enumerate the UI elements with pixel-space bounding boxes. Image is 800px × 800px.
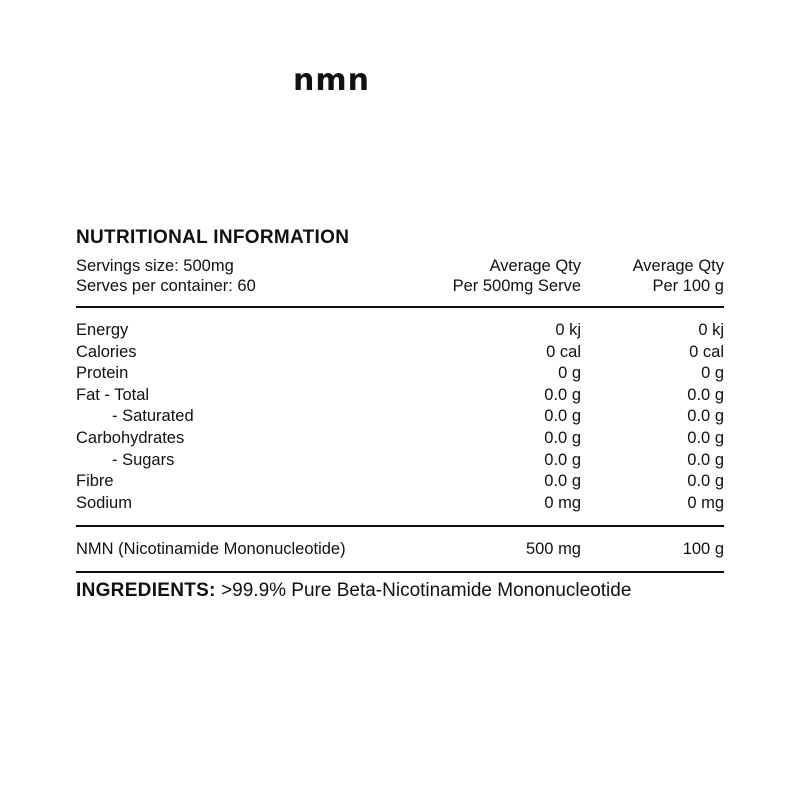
table-row — [76, 363, 724, 385]
table-row — [76, 342, 724, 364]
per-serve-value: 0.0 g — [544, 407, 581, 426]
nutrient-label: Calories — [76, 342, 137, 361]
per-serve-value: 0.0 g — [544, 472, 581, 491]
table-row — [76, 406, 724, 428]
table-row — [76, 320, 724, 342]
nutrient-label: Sodium — [76, 493, 132, 512]
col1-header-line2: Per 500mg Serve — [452, 277, 581, 295]
per-100g-value: 0.0 g — [687, 428, 724, 447]
table-row — [76, 428, 724, 450]
nutrient-label: Fibre — [76, 472, 114, 491]
header-row-2 — [76, 276, 724, 296]
panel-title: NUTRITIONAL INFORMATION — [76, 227, 350, 248]
active-divider-top — [76, 525, 724, 527]
nutrient-label: Carbohydrates — [76, 428, 185, 447]
ingredients-line — [76, 578, 631, 604]
table-row — [76, 385, 724, 407]
per-100g-value: 0.0 g — [687, 407, 724, 426]
header-row-1 — [76, 256, 724, 276]
per-100g-value: 0.0 g — [687, 450, 724, 469]
per-serve-value: 0 kj — [555, 321, 581, 339]
nutrient-label: Fat - Total — [76, 385, 150, 404]
nutrient-label: Protein — [76, 364, 129, 383]
per-100g-value: 0.0 g — [687, 472, 724, 491]
ingredients-text: >99.9% Pure Beta-Nicotinamide Mononucleotide — [221, 580, 632, 601]
table-row — [76, 471, 724, 493]
col2-header-line2: Per 100 g — [652, 277, 724, 295]
per-serve-value: 0 cal — [546, 342, 581, 361]
active-per-100g: 100 g — [682, 539, 724, 558]
active-label: NMN (Nicotinamide Mononucleotide) — [76, 539, 346, 558]
nutrient-label: Energy — [76, 321, 129, 339]
col2-header-line1: Average Qty — [632, 257, 724, 275]
per-100g-value: 0.0 g — [687, 385, 724, 404]
brand-logo: nmn — [293, 63, 370, 98]
table-row — [76, 493, 724, 515]
per-serve-value: 0 mg — [544, 493, 581, 512]
per-serve-value: 0.0 g — [544, 428, 581, 447]
nutrient-label: - Sugars — [112, 450, 175, 469]
per-100g-value: 0 g — [701, 364, 724, 383]
col1-header-line1: Average Qty — [489, 257, 581, 275]
per-serve-value: 0.0 g — [544, 450, 581, 469]
nutrition-panel — [76, 226, 724, 573]
table-row — [76, 450, 724, 472]
per-serve-value: 0 g — [558, 364, 581, 383]
per-100g-value: 0 cal — [689, 342, 724, 361]
per-100g-value: 0 mg — [687, 493, 724, 512]
active-per-serve: 500 mg — [525, 539, 581, 558]
nutrient-label: - Saturated — [112, 407, 194, 426]
per-serve-value: 0.0 g — [544, 385, 581, 404]
active-divider-bottom — [76, 571, 724, 573]
per-100g-value: 0 kj — [698, 321, 724, 339]
ingredients-label: INGREDIENTS: — [76, 580, 216, 601]
serves-per-container: Serves per container: 60 — [76, 277, 256, 295]
serving-size: Servings size: 500mg — [76, 257, 234, 275]
active-ingredient-row — [76, 538, 724, 560]
